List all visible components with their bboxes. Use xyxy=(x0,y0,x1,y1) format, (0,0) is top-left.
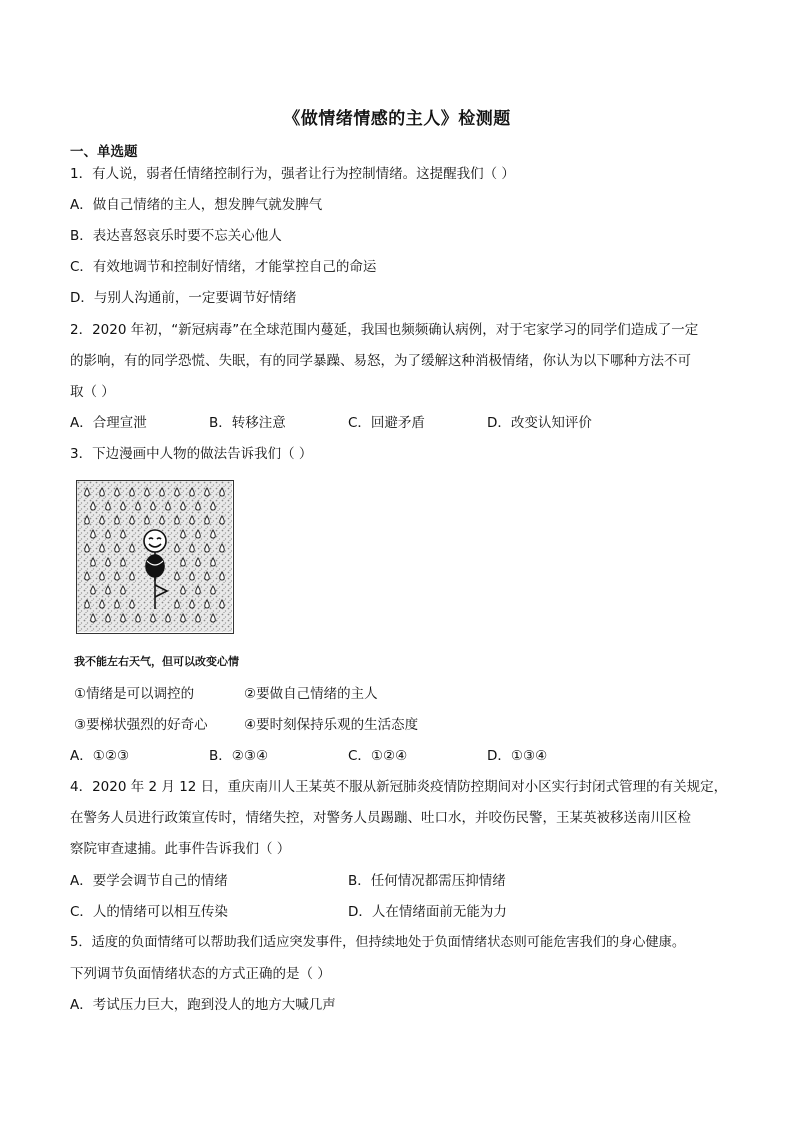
cartoon-image xyxy=(76,480,234,634)
q4-stem-line-3: 察院审查逮捕。此事件告诉我们（ ） xyxy=(70,841,291,857)
cartoon-caption: 我不能左右天气，但可以改变心情 xyxy=(74,655,239,668)
q3-stem: 3．下边漫画中人物的做法告诉我们（ ） xyxy=(70,446,313,462)
q5-stem-line-2: 下列调节负面情绪状态的方式正确的是（ ） xyxy=(70,966,331,982)
q3-statement-4: ④要时刻保持乐观的生活态度 xyxy=(244,717,419,733)
q1-option-a: A．做自己情绪的主人，想发脾气就发脾气 xyxy=(70,197,323,213)
q3-option-b: B．②③④ xyxy=(209,748,269,764)
q3-statement-1: ①情绪是可以调控的 xyxy=(74,686,195,702)
q1-stem: 1．有人说，弱者任情绪控制行为，强者让行为控制情绪。这提醒我们（ ） xyxy=(70,166,515,182)
q3-statement-2: ②要做自己情绪的主人 xyxy=(244,686,378,702)
q3-option-c: C．①②④ xyxy=(348,748,408,764)
q1-option-b: B．表达喜怒哀乐时要不忘关心他人 xyxy=(70,228,282,244)
q4-stem-line-1: 4．2020 年 2 月 12 日，重庆南川人王某英不服从新冠肺炎疫情防控期间对小区实行封闭式管理的有关规定， xyxy=(70,779,728,795)
q2-stem-line-3: 取（ ） xyxy=(70,384,115,400)
q4-option-d: D．人在情绪面前无能为力 xyxy=(348,904,507,920)
q4-stem-line-2: 在警务人员进行政策宣传时，情绪失控，对警务人员踢蹦、吐口水，并咬伤民警，王某英被移送南川区检 xyxy=(70,810,691,826)
q4-option-c: C．人的情绪可以相互传染 xyxy=(70,904,228,920)
q3-option-d: D．①③④ xyxy=(487,748,548,764)
q2-option-c: C．回避矛盾 xyxy=(348,415,425,431)
q3-option-a: A．①②③ xyxy=(70,748,130,764)
page-title: 《做情绪情感的主人》检测题 xyxy=(283,109,511,129)
rain-illustration xyxy=(77,481,232,632)
q2-option-d: D．改变认知评价 xyxy=(487,415,592,431)
q1-option-c: C．有效地调节和控制好情绪，才能掌控自己的命运 xyxy=(70,259,377,275)
q5-option-a: A．考试压力巨大，跑到没人的地方大喊几声 xyxy=(70,997,336,1013)
q4-option-b: B．任何情况都需压抑情绪 xyxy=(348,873,506,889)
section-heading: 一、单选题 xyxy=(70,144,138,160)
q3-statement-3: ③要梯状强烈的好奇心 xyxy=(74,717,208,733)
q2-stem-line-2: 的影响，有的同学恐慌、失眠，有的同学暴躁、易怒，为了缓解这种消极情绪，你认为以下哪种方法不可 xyxy=(70,353,691,369)
q5-stem-line-1: 5．适度的负面情绪可以帮助我们适应突发事件，但持续地处于负面情绪状态则可能危害我们的身心健康。 xyxy=(70,935,686,950)
q4-option-a: A．要学会调节自己的情绪 xyxy=(70,873,228,889)
q2-option-a: A．合理宣泄 xyxy=(70,415,147,431)
q2-stem-line-1: 2．2020 年初，“新冠病毒”在全球范围内蔓延，我国也频频确认病例，对于宅家学习的同学们造成了一定 xyxy=(70,322,699,338)
q2-option-b: B．转移注意 xyxy=(209,415,286,431)
q1-option-d: D．与别人沟通前，一定要调节好情绪 xyxy=(70,290,297,306)
